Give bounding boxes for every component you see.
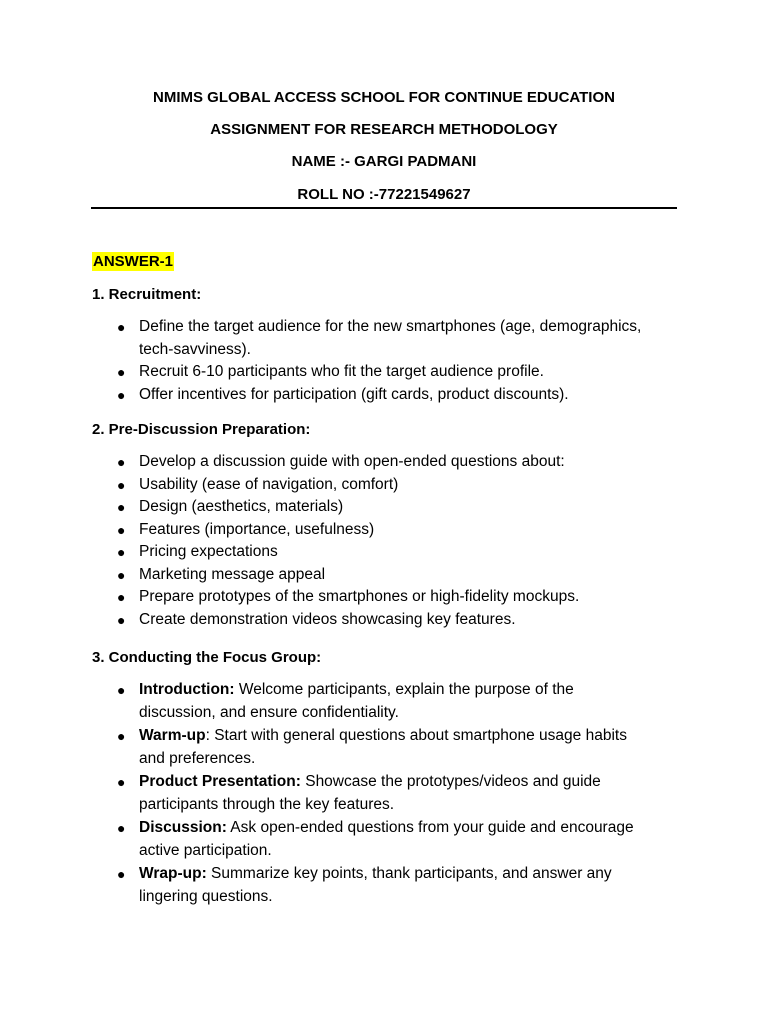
bullet-icon: ● — [117, 820, 126, 836]
bullet-icon: ● — [117, 866, 126, 882]
header-divider — [91, 207, 677, 209]
bullet-icon: ● — [117, 682, 126, 698]
list-item: ● Prepare prototypes of the smartphones or high-fidelity mockups. — [92, 586, 652, 609]
bullet-icon: ● — [117, 589, 126, 605]
bullet-icon: ● — [117, 774, 126, 790]
list-item: ● Discussion: Ask open-ended questions from your guide and encourage active participation. — [117, 819, 634, 859]
list-item: ● Create demonstration videos showcasing key features. — [92, 609, 652, 632]
bullet-icon: ● — [117, 544, 126, 560]
section-heading-preparation: 2. Pre-Discussion Preparation: — [92, 421, 311, 438]
list-item: ● Marketing message appeal — [92, 564, 652, 587]
bullet-icon: ● — [117, 319, 126, 335]
bullet-icon: ● — [117, 566, 126, 583]
section-heading-conducting: 3. Conducting the Focus Group: — [92, 649, 322, 666]
roll-number: ROLL NO :-77221549627 — [297, 186, 471, 203]
bullet-icon: ● — [117, 386, 126, 403]
list-item: ● Design (aesthetics, materials) — [92, 496, 652, 519]
section-heading-recruitment: 1. Recruitment: — [92, 286, 202, 303]
list-item: ● Offer incentives for participation (gift cards, product discounts). — [92, 384, 652, 407]
bullet-icon: ● — [117, 364, 126, 380]
list-item: ● Warm-up: Start with general questions about smartphone usage habits and preferences. — [117, 727, 627, 767]
preparation-list — [92, 451, 652, 631]
bullet-icon: ● — [117, 454, 126, 470]
bullet-icon: ● — [117, 611, 126, 628]
list-item: ● Develop a discussion guide with open-ended questions about: — [92, 451, 652, 474]
list-item: ● Recruit 6-10 participants who fit the target audience profile. — [92, 361, 652, 384]
bullet-icon: ● — [117, 728, 126, 744]
list-item: ● Features (importance, usefulness) — [92, 519, 652, 542]
bullet-icon: ● — [117, 499, 126, 515]
list-item: ● Define the target audience for the new smartphones (age, demographics, tech-savviness). — [117, 318, 642, 358]
conducting-list — [92, 679, 652, 908]
list-item: ● Usability (ease of navigation, comfort) — [92, 474, 652, 497]
list-item: ● Introduction: Welcome participants, explain the purpose of the discussion, and ensure confidentiality. — [117, 681, 574, 721]
list-item: ● Product Presentation: Showcase the prototypes/videos and guide participants through the key features. — [117, 773, 601, 813]
assignment-title: ASSIGNMENT FOR RESEARCH METHODOLOGY — [210, 121, 558, 138]
recruitment-list — [92, 316, 652, 406]
bullet-icon: ● — [117, 521, 126, 538]
answer-label: ANSWER-1 — [93, 253, 174, 270]
bullet-icon: ● — [117, 476, 126, 493]
list-item: ● Pricing expectations — [92, 541, 652, 564]
school-title: NMIMS GLOBAL ACCESS SCHOOL FOR CONTINUE EDUCATION — [153, 89, 615, 106]
list-item: ● Wrap-up: Summarize key points, thank participants, and answer any lingering questions. — [117, 865, 612, 905]
student-name: NAME :- GARGI PADMANI — [291, 153, 477, 170]
